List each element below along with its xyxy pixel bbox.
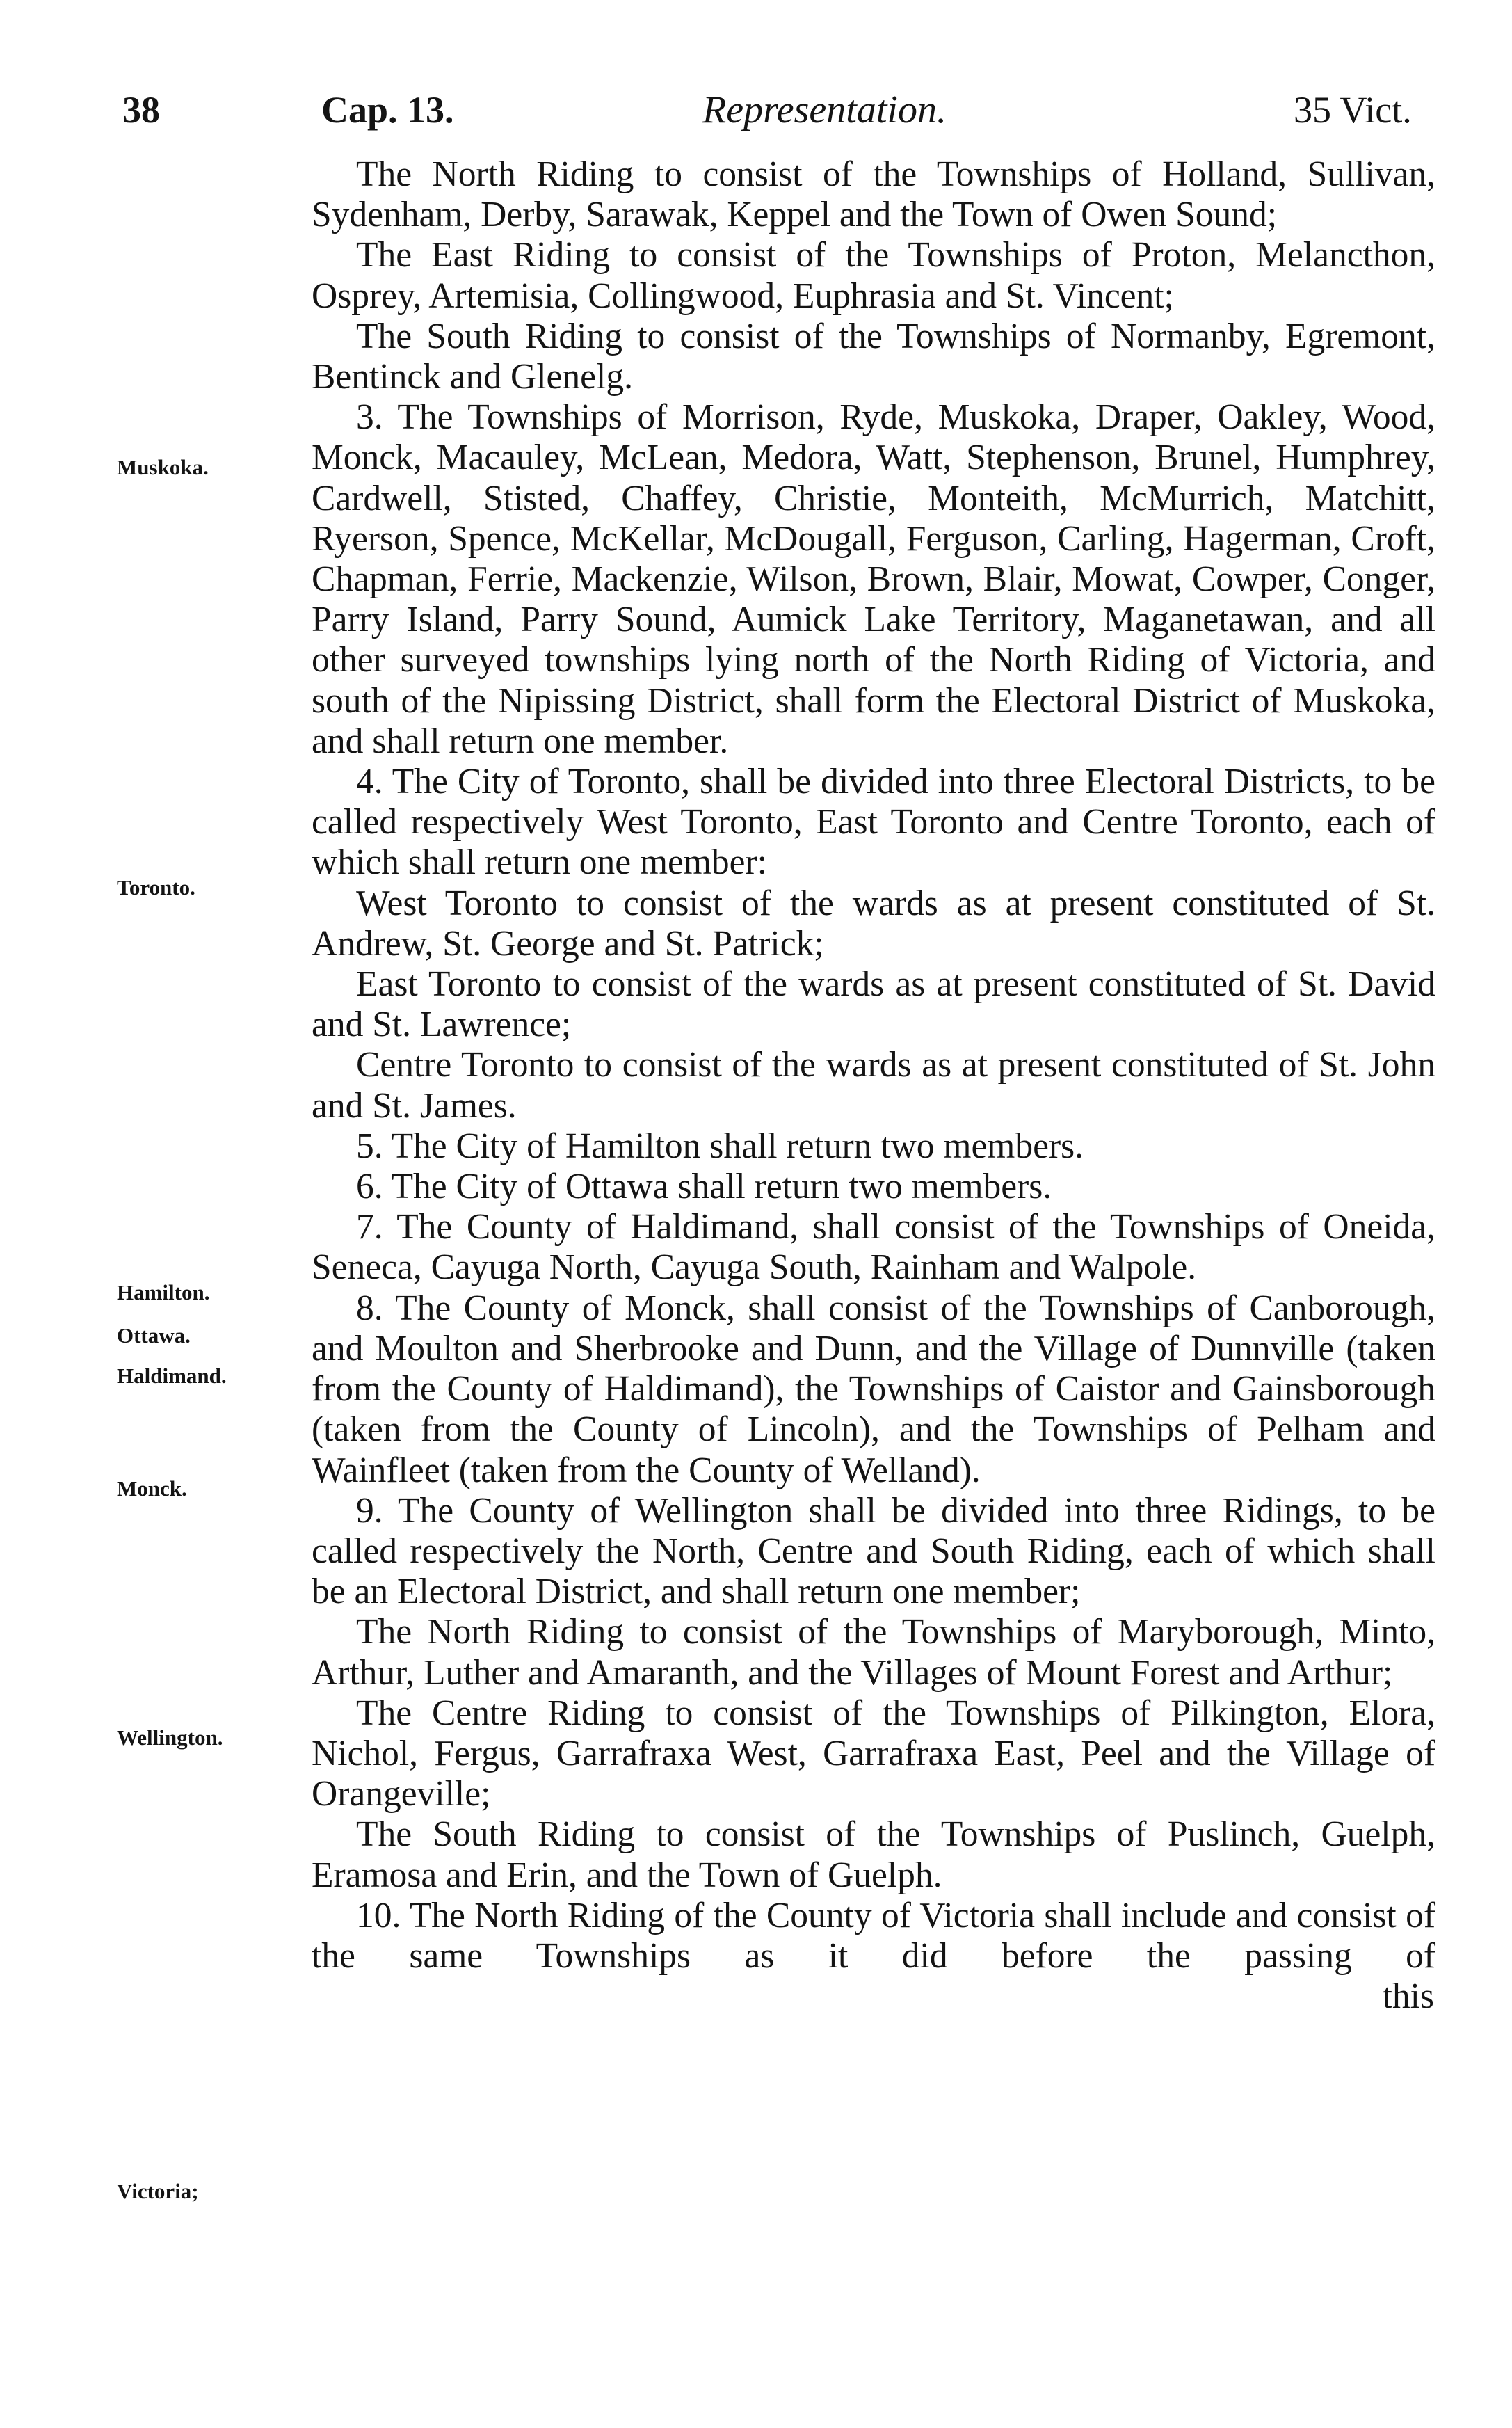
paragraph-grey-north-riding: The North Riding to consist of the Townships of Holland, Sullivan, Sydenham, Derby, Sarawak, Keppel and the Town of Owen Sound; (312, 154, 1435, 235)
margin-note-toronto: Toronto. (117, 875, 195, 900)
paragraph-wellington-north-riding: The North Riding to consist of the Townships of Maryborough, Minto, Arthur, Luther and Amaranth, and the Villages of Mount Forest and Arthur; (312, 1612, 1435, 1693)
paragraph-centre-toronto: Centre Toronto to consist of the wards as at present constituted of St. John and St. James. (312, 1045, 1435, 1126)
margin-note-wellington: Wellington. (117, 1725, 223, 1750)
page-number: 38 (122, 89, 160, 131)
paragraph-section-4-toronto: 4. The City of Toronto, shall be divided into three Electoral Districts, to be called respectively West Toronto, East Toronto and Centre Toronto, each of which shall return one member: (312, 762, 1435, 883)
paragraph-west-toronto: West Toronto to consist of the wards as at present constituted of St. Andrew, St. George and St. Patrick; (312, 883, 1435, 964)
paragraph-section-3-muskoka: 3. The Townships of Morrison, Ryde, Muskoka, Draper, Oakley, Wood, Monck, Macauley, McLean, Medora, Watt, Stephenson, Brunel, Humphrey, Cardwell, Stisted, Chaffey, Christie, Monteith, McMurrich, Matchitt, Ryerson, Spence, McKellar, McDougall, Ferguson, Carling, Hagerman, Croft, Chapman, Ferrie, Mackenzie, Wilson, Brown, Blair, Mowat, Cowper, Conger, Parry Island, Parry Sound, Aumick Lake Territory, Maganetawan, and all other surveyed townships lying north of the North Riding of Victoria, and south of the Nipissing District, shall form the Electoral District of Muskoka, and shall return one member. (312, 397, 1435, 761)
paragraph-section-7-haldimand: 7. The County of Haldimand, shall consist of the Townships of Oneida, Seneca, Cayuga North, Cayuga South, Rainham and Walpole. (312, 1207, 1435, 1288)
margin-note-haldimand: Haldimand. (117, 1364, 227, 1388)
running-header (0, 82, 1512, 138)
body-text (312, 154, 1435, 2017)
margin-note-muskoka: Muskoka. (117, 455, 209, 479)
paragraph-grey-south-riding: The South Riding to consist of the Townships of Normanby, Egremont, Bentinck and Glenelg. (312, 316, 1435, 397)
paragraph-section-6-ottawa: 6. The City of Ottawa shall return two members. (356, 1167, 1052, 1207)
margin-note-victoria: Victoria; (117, 2179, 199, 2203)
chapter-reference: Cap. 13. (321, 89, 454, 131)
paragraph-section-9-wellington: 9. The County of Wellington shall be divided into three Ridings, to be called respectively the North, Centre and South Riding, each of which shall be an Electoral District, and shall return one member; (312, 1490, 1435, 1612)
margin-note-ottawa: Ottawa. (117, 1323, 191, 1348)
paragraph-wellington-centre-riding: The Centre Riding to consist of the Townships of Pilkington, Elora, Nichol, Fergus, Garrafraxa West, Garrafraxa East, Peel and the Village of Orangeville; (312, 1693, 1435, 1814)
page-title: Representation. (702, 88, 947, 131)
margin-note-hamilton: Hamilton. (117, 1280, 210, 1304)
paragraph-grey-east-riding: The East Riding to consist of the Townships of Proton, Melancthon, Osprey, Artemisia, Collingwood, Euphrasia and St. Vincent; (312, 235, 1435, 316)
regnal-year: 35 Vict. (1294, 89, 1412, 131)
paragraph-section-8-monck: 8. The County of Monck, shall consist of the Townships of Canborough, and Moulton and Sherbrooke and Dunn, and the Village of Dunnville (taken from the County of Haldimand), the Townships of Caistor and Gainsborough (taken from the County of Lincoln), and the Townships of Pelham and Wainfleet (taken from the County of Welland). (312, 1288, 1435, 1490)
paragraph-section-10-victoria: 10. The North Riding of the County of Victoria shall include and consist of the same Townships as it did before the passing of (312, 1895, 1435, 1976)
paragraph-wellington-south-riding: The South Riding to consist of the Townships of Puslinch, Guelph, Eramosa and Erin, and the Town of Guelph. (312, 1814, 1435, 1895)
catchword: this (1382, 1976, 1434, 2017)
paragraph-east-toronto: East Toronto to consist of the wards as at present constituted of St. David and St. Lawrence; (312, 964, 1435, 1045)
paragraph-section-5-hamilton: 5. The City of Hamilton shall return two members. (356, 1126, 1084, 1166)
margin-note-monck: Monck. (117, 1476, 187, 1501)
